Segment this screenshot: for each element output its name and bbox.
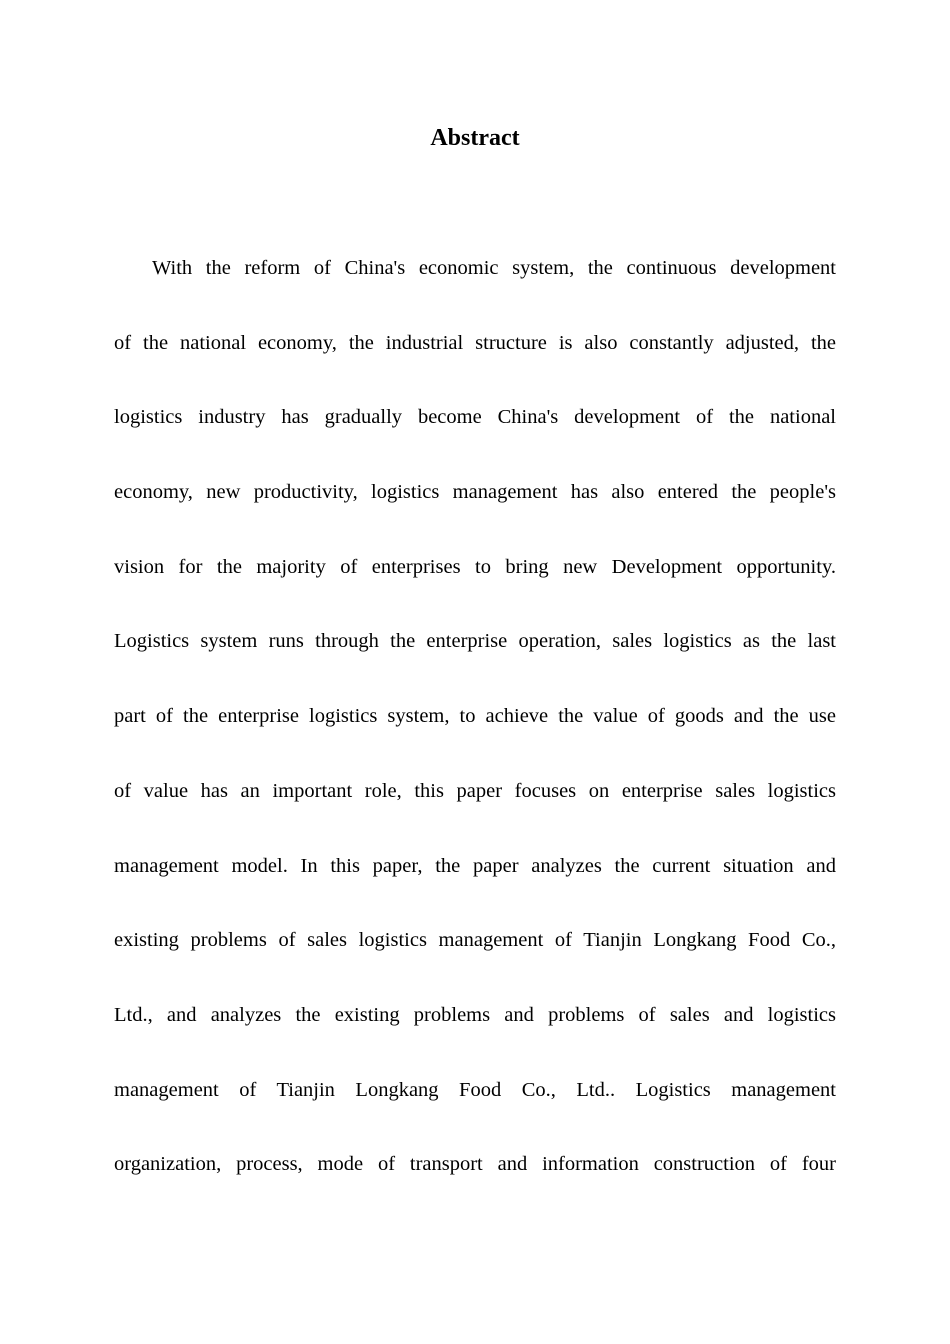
- paragraph-line: existing problems of sales logistics management of Tianjin Longkang Food Co.,: [114, 929, 836, 952]
- paragraph-line: part of the enterprise logistics system, to achieve the value of goods and the use: [114, 705, 836, 728]
- paragraph-line: management of Tianjin Longkang Food Co., Ltd.. Logistics management: [114, 1078, 836, 1101]
- paragraph-line: Ltd., and analyzes the existing problems and problems of sales and logistics: [114, 1003, 836, 1026]
- paragraph-line: logistics industry has gradually become China's development of the national: [114, 406, 836, 429]
- paragraph-line: With the reform of China's economic system, the continuous development: [152, 257, 836, 279]
- paragraph-line: of value has an important role, this paper focuses on enterprise sales logistics: [114, 779, 836, 802]
- paragraph-line: management model. In this paper, the paper analyzes the current situation and: [114, 854, 836, 877]
- paragraph-line: Logistics system runs through the enterprise operation, sales logistics as the last: [114, 630, 836, 653]
- paragraph-line: of the national economy, the industrial structure is also constantly adjusted, the: [114, 331, 836, 354]
- abstract-paragraph: [114, 248, 836, 1219]
- paragraph-line: vision for the majority of enterprises to bring new Development opportunity.: [114, 555, 836, 578]
- page-title: Abstract: [430, 125, 520, 151]
- paragraph-line: economy, new productivity, logistics management has also entered the people's: [114, 481, 836, 504]
- paragraph-line: organization, process, mode of transport and information construction of four: [114, 1153, 836, 1176]
